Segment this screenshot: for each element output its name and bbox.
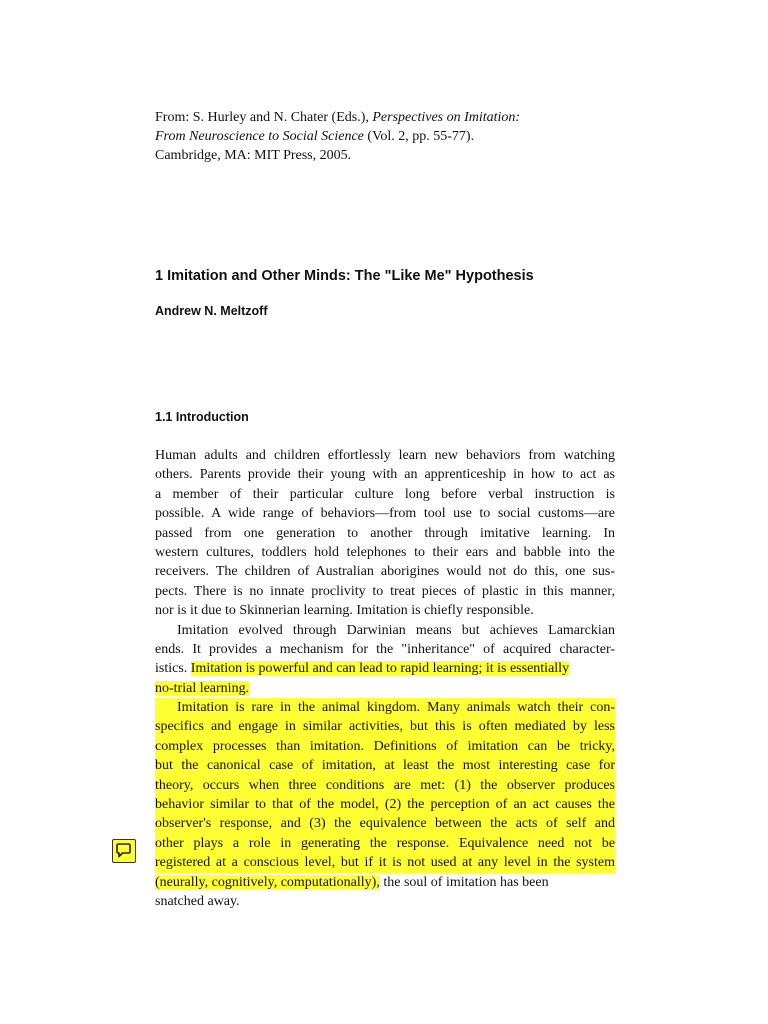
chapter-author: Andrew N. Meltzoff — [155, 304, 268, 318]
highlighted-line[interactable]: specifics and engage in similar activities, but this is often mediated by less — [155, 717, 615, 736]
citation-volume-pages: (Vol. 2, pp. 55-77). — [363, 129, 475, 144]
citation-line-1 — [155, 108, 625, 127]
body-text — [155, 446, 615, 911]
paragraph-1-line: passed from one generation to another through imitative learning. In — [155, 525, 615, 541]
highlighted-line[interactable]: but the canonical case of imitation, at least the most interesting case for — [155, 756, 615, 775]
highlighted-line[interactable]: complex processes than imitation. Definitions of imitation can be tricky, — [155, 737, 615, 756]
paragraph-1-line: nor is it due to Skinnerian learning. Imitation is chiefly responsible. — [155, 603, 534, 619]
citation-book-subtitle: From Neuroscience to Social Science — [155, 129, 364, 144]
paragraph-1-line: western cultures, toddlers hold telephones to their ears and babble into the — [155, 544, 615, 560]
paragraph-1-line: Human adults and children effortlessly learn new behaviors from watching — [155, 448, 615, 463]
paragraph-2-line: Imitation evolved through Darwinian means but achieves Lamarckian — [177, 622, 615, 638]
paragraph-1-line: receivers. The children of Australian aborigines would not do this, one sus- — [155, 564, 615, 580]
highlighted-text[interactable]: no-trial learning. — [155, 680, 250, 696]
comment-icon[interactable] — [112, 839, 136, 863]
citation-line-3: Cambridge, MA: MIT Press, 2005. — [155, 148, 352, 163]
paragraph-3-line: snatched away. — [155, 893, 240, 909]
chapter-title: 1 Imitation and Other Minds: The "Like Me" Hypothesis — [155, 268, 534, 284]
citation-line-2 — [155, 127, 625, 146]
citation-book-title: Perspectives on Imitation: — [372, 110, 521, 125]
paragraph-3-line — [155, 873, 615, 892]
highlighted-line[interactable]: registered at a conscious level, but if it is not used at any level in the system — [155, 853, 615, 872]
paragraph-2-line — [155, 679, 615, 698]
paragraph-1-line: a member of their particular culture long before verbal instruction is — [155, 486, 615, 502]
highlighted-line[interactable]: other plays a role in generating the response. Equivalence need not be — [155, 834, 615, 853]
paragraph-1-line: possible. A wide range of behaviors—from tool use to social customs—are — [155, 506, 615, 522]
citation-editors: From: S. Hurley and N. Chater (Eds.), — [155, 110, 373, 125]
highlighted-line[interactable]: behavior similar to that of the model, (2) the perception of an act causes the — [155, 795, 615, 814]
paragraph-2-line — [155, 659, 615, 678]
paragraph-1-line: others. Parents provide their young with an apprenticeship in how to act as — [155, 467, 615, 483]
paragraph-1-line: pects. There is no innate proclivity to treat pieces of plastic in this manner, — [155, 583, 615, 599]
paragraph-2-line: ends. It provides a mechanism for the "inheritance" of acquired character- — [155, 641, 615, 657]
section-heading: 1.1 Introduction — [155, 410, 249, 424]
highlighted-text[interactable]: Imitation is powerful and can lead to rapid learning; it is essentially — [190, 661, 570, 677]
highlighted-line[interactable]: Imitation is rare in the animal kingdom. Many animals watch their con- — [155, 698, 615, 717]
paragraph-2-text: istics. — [155, 661, 191, 677]
highlighted-line[interactable]: observer's response, and (3) the equivalence between the acts of self and — [155, 814, 615, 833]
citation-block — [155, 108, 625, 165]
paragraph-3-text: the soul of imitation has been — [379, 874, 549, 890]
speech-bubble-icon — [113, 840, 134, 861]
highlighted-line[interactable]: theory, occurs when three conditions are met: (1) the observer produces — [155, 776, 615, 795]
highlighted-text[interactable]: (neurally, cognitively, computationally), — [155, 874, 380, 890]
